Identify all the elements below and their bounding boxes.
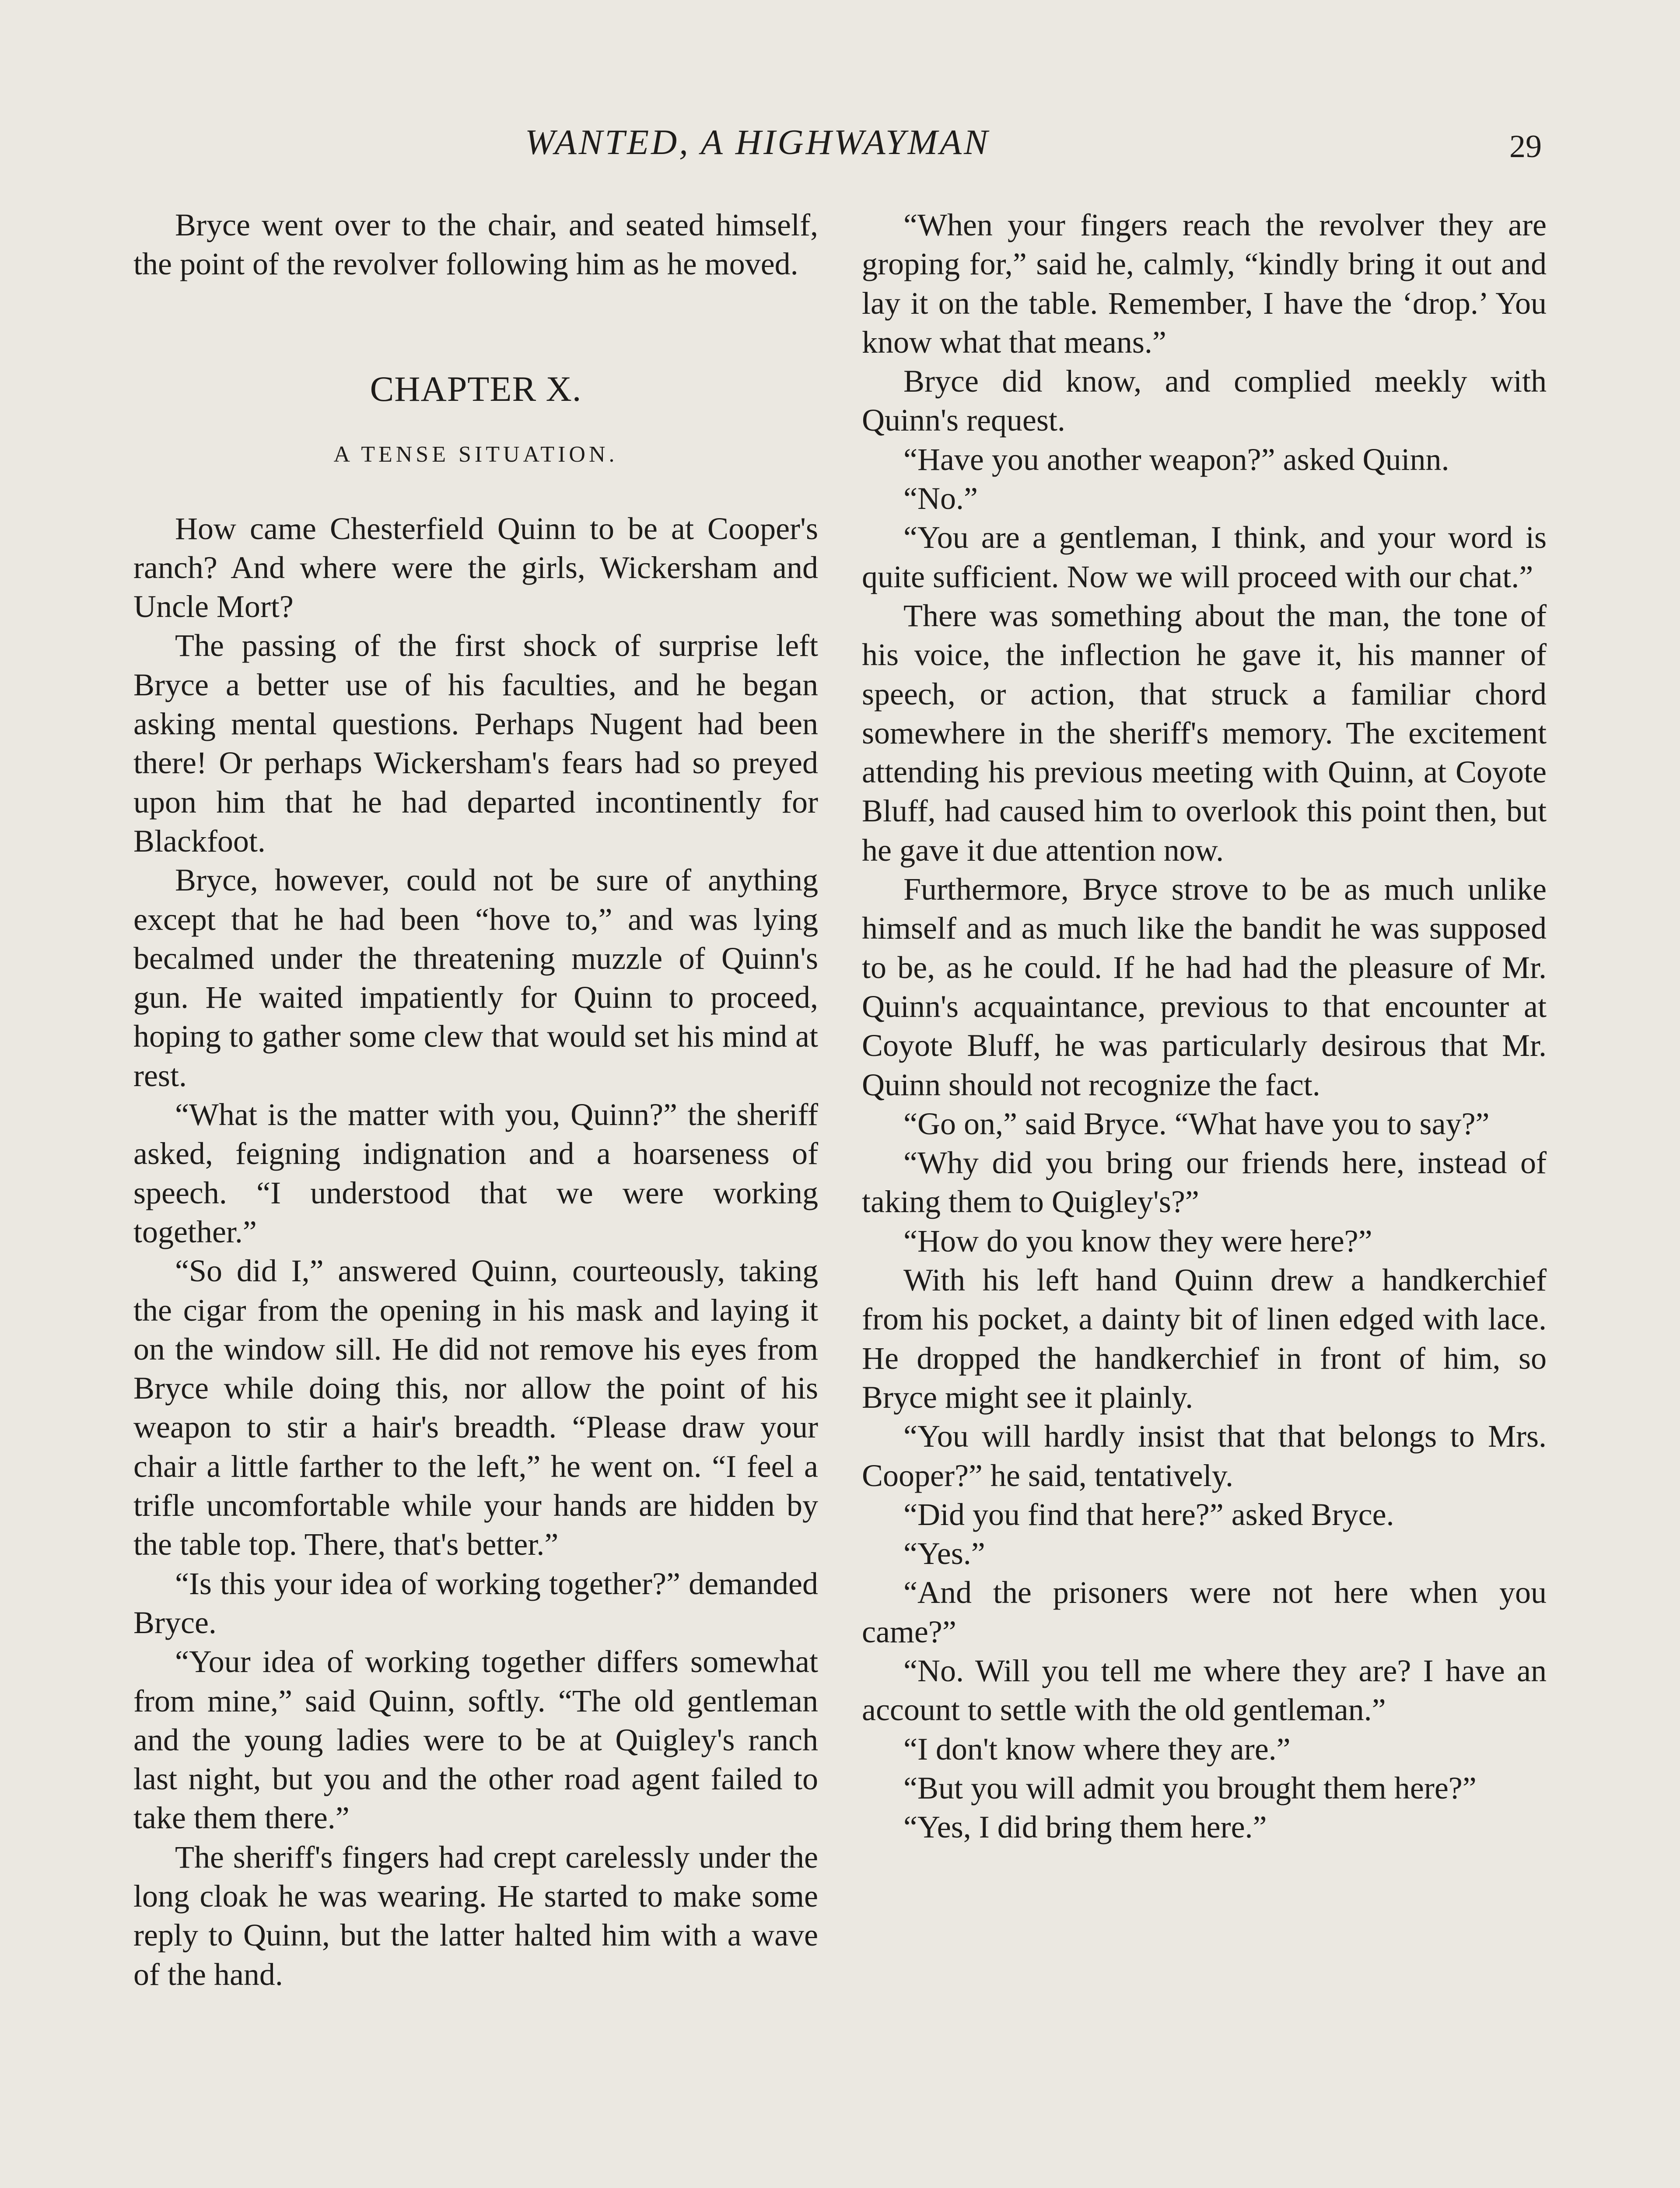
paragraph: “And the prisoners were not here when you came?” [862,1575,1547,1649]
paragraph: “Did you find that here?” asked Bryce. [903,1497,1394,1532]
running-title: WANTED, A HIGHWAYMAN [525,122,990,162]
paragraph: The sheriff's fingers had crept carelessly under the long cloak he was wearing. He started to make some reply to Quinn, but the latter halted him with a wave of the hand. [133,1839,818,1992]
paragraph: “Have you another weapon?” asked Quinn. [903,442,1449,477]
paragraph: Furthermore, Bryce strove to be as much unlike himself and as much like the bandit he was supposed to be, as he could. If he had had the pleasure of Mr. Quinn's acquaintance, previous to that encounter at Coyote Bluff, he was particularly desirous that Mr. Quinn should not recognize the fact. [862,872,1547,1102]
spacer [133,411,818,433]
paragraph: “Yes.” [903,1536,985,1571]
paragraph: “Is this your idea of working together?” demanded Bryce. [133,1566,818,1640]
paragraph: “Yes, I did bring them here.” [903,1809,1267,1845]
paragraph: With his left hand Quinn drew a handkerchief from his pocket, a dainty bit of linen edged with lace. He dropped the handkerchief in front of him, so Bryce might see it plainly. [862,1262,1547,1415]
paragraph: “What is the matter with you, Quinn?” the sheriff asked, feigning indignation and a hoarseness of speech. “I understood that we were working together.” [133,1097,818,1249]
paragraph: “Go on,” said Bryce. “What have you to say?” [903,1106,1490,1141]
paragraph: “Your idea of working together differs somewhat from mine,” said Quinn, softly. “The old gentleman and the young ladies were to be at Quigley's ranch last night, but you and the other road agent failed to take them there.” [133,1644,818,1836]
paragraph: “So did I,” answered Quinn, courteously, taking the cigar from the opening in his mask and laying it on the window sill. He did not remove his eyes from Bryce while doing this, nor allow the point of his weapon to stir a hair's breadth. “Please draw your chair a little farther to the left,” he went on. “I feel a trifle uncomfortable while your hands are hidden by the table top. There, that's better.” [133,1253,818,1562]
paragraph: Bryce did know, and complied meekly with Quinn's request. [862,364,1547,438]
chapter-heading: CHAPTER X. [370,368,582,409]
paragraph: “No.” [903,481,978,516]
left-column [133,206,818,1994]
paragraph: “How do you know they were here?” [903,1223,1372,1259]
right-column [862,206,1547,1847]
paragraph: The passing of the first shock of surprise left Bryce a better use of his faculties, and he began asking mental questions. Perhaps Nugent had been there! Or perhaps Wickersham's fears had so preyed upon him that he had departed incontinently for Blackfoot. [133,628,818,859]
paragraph: “Why did you bring our friends here, instead of taking them to Quigley's?” [862,1145,1547,1220]
paragraph: “No. Will you tell me where they are? I have an account to settle with the old gentleman.” [862,1653,1547,1728]
paragraph: Bryce, however, could not be sure of anything except that he had been “hove to,” and was lying becalmed under the threatening muzzle of Quinn's gun. He waited impatiently for Quinn to proceed, hoping to gather some clew that would set his mind at rest. [133,863,818,1093]
paragraph: Bryce went over to the chair, and seated himself, the point of the revolver following him as he moved. [133,207,818,282]
paragraph: “You are a gentleman, I think, and your word is quite sufficient. Now we will proceed with our chat.” [862,520,1547,594]
paragraph: There was something about the man, the tone of his voice, the inflection he gave it, his manner of speech, or action, that struck a familiar chord somewhere in the sheriff's memory. The excitement attending his previous meeting with Quinn, at Coyote Bluff, had caused him to overlook this point then, but he gave it due attention now. [862,598,1547,868]
paragraph: “When your fingers reach the revolver they are groping for,” said he, calmly, “kindly bring it out and lay it on the table. Remember, I have the ‘drop.’ You know what that means.” [862,207,1547,360]
paragraph: How came Chesterfield Quinn to be at Cooper's ranch? And where were the girls, Wickersham and Uncle Mort? [133,511,818,624]
paragraph: “You will hardly insist that that belongs to Mrs. Cooper?” he said, tentatively. [862,1419,1547,1493]
page-number: 29 [1509,129,1542,165]
spacer [133,284,818,367]
spacer [133,477,818,509]
chapter-subtitle: A TENSE SITUATION. [333,442,618,467]
paragraph: “I don't know where they are.” [903,1731,1291,1767]
paragraph: “But you will admit you brought them here?” [903,1770,1477,1806]
